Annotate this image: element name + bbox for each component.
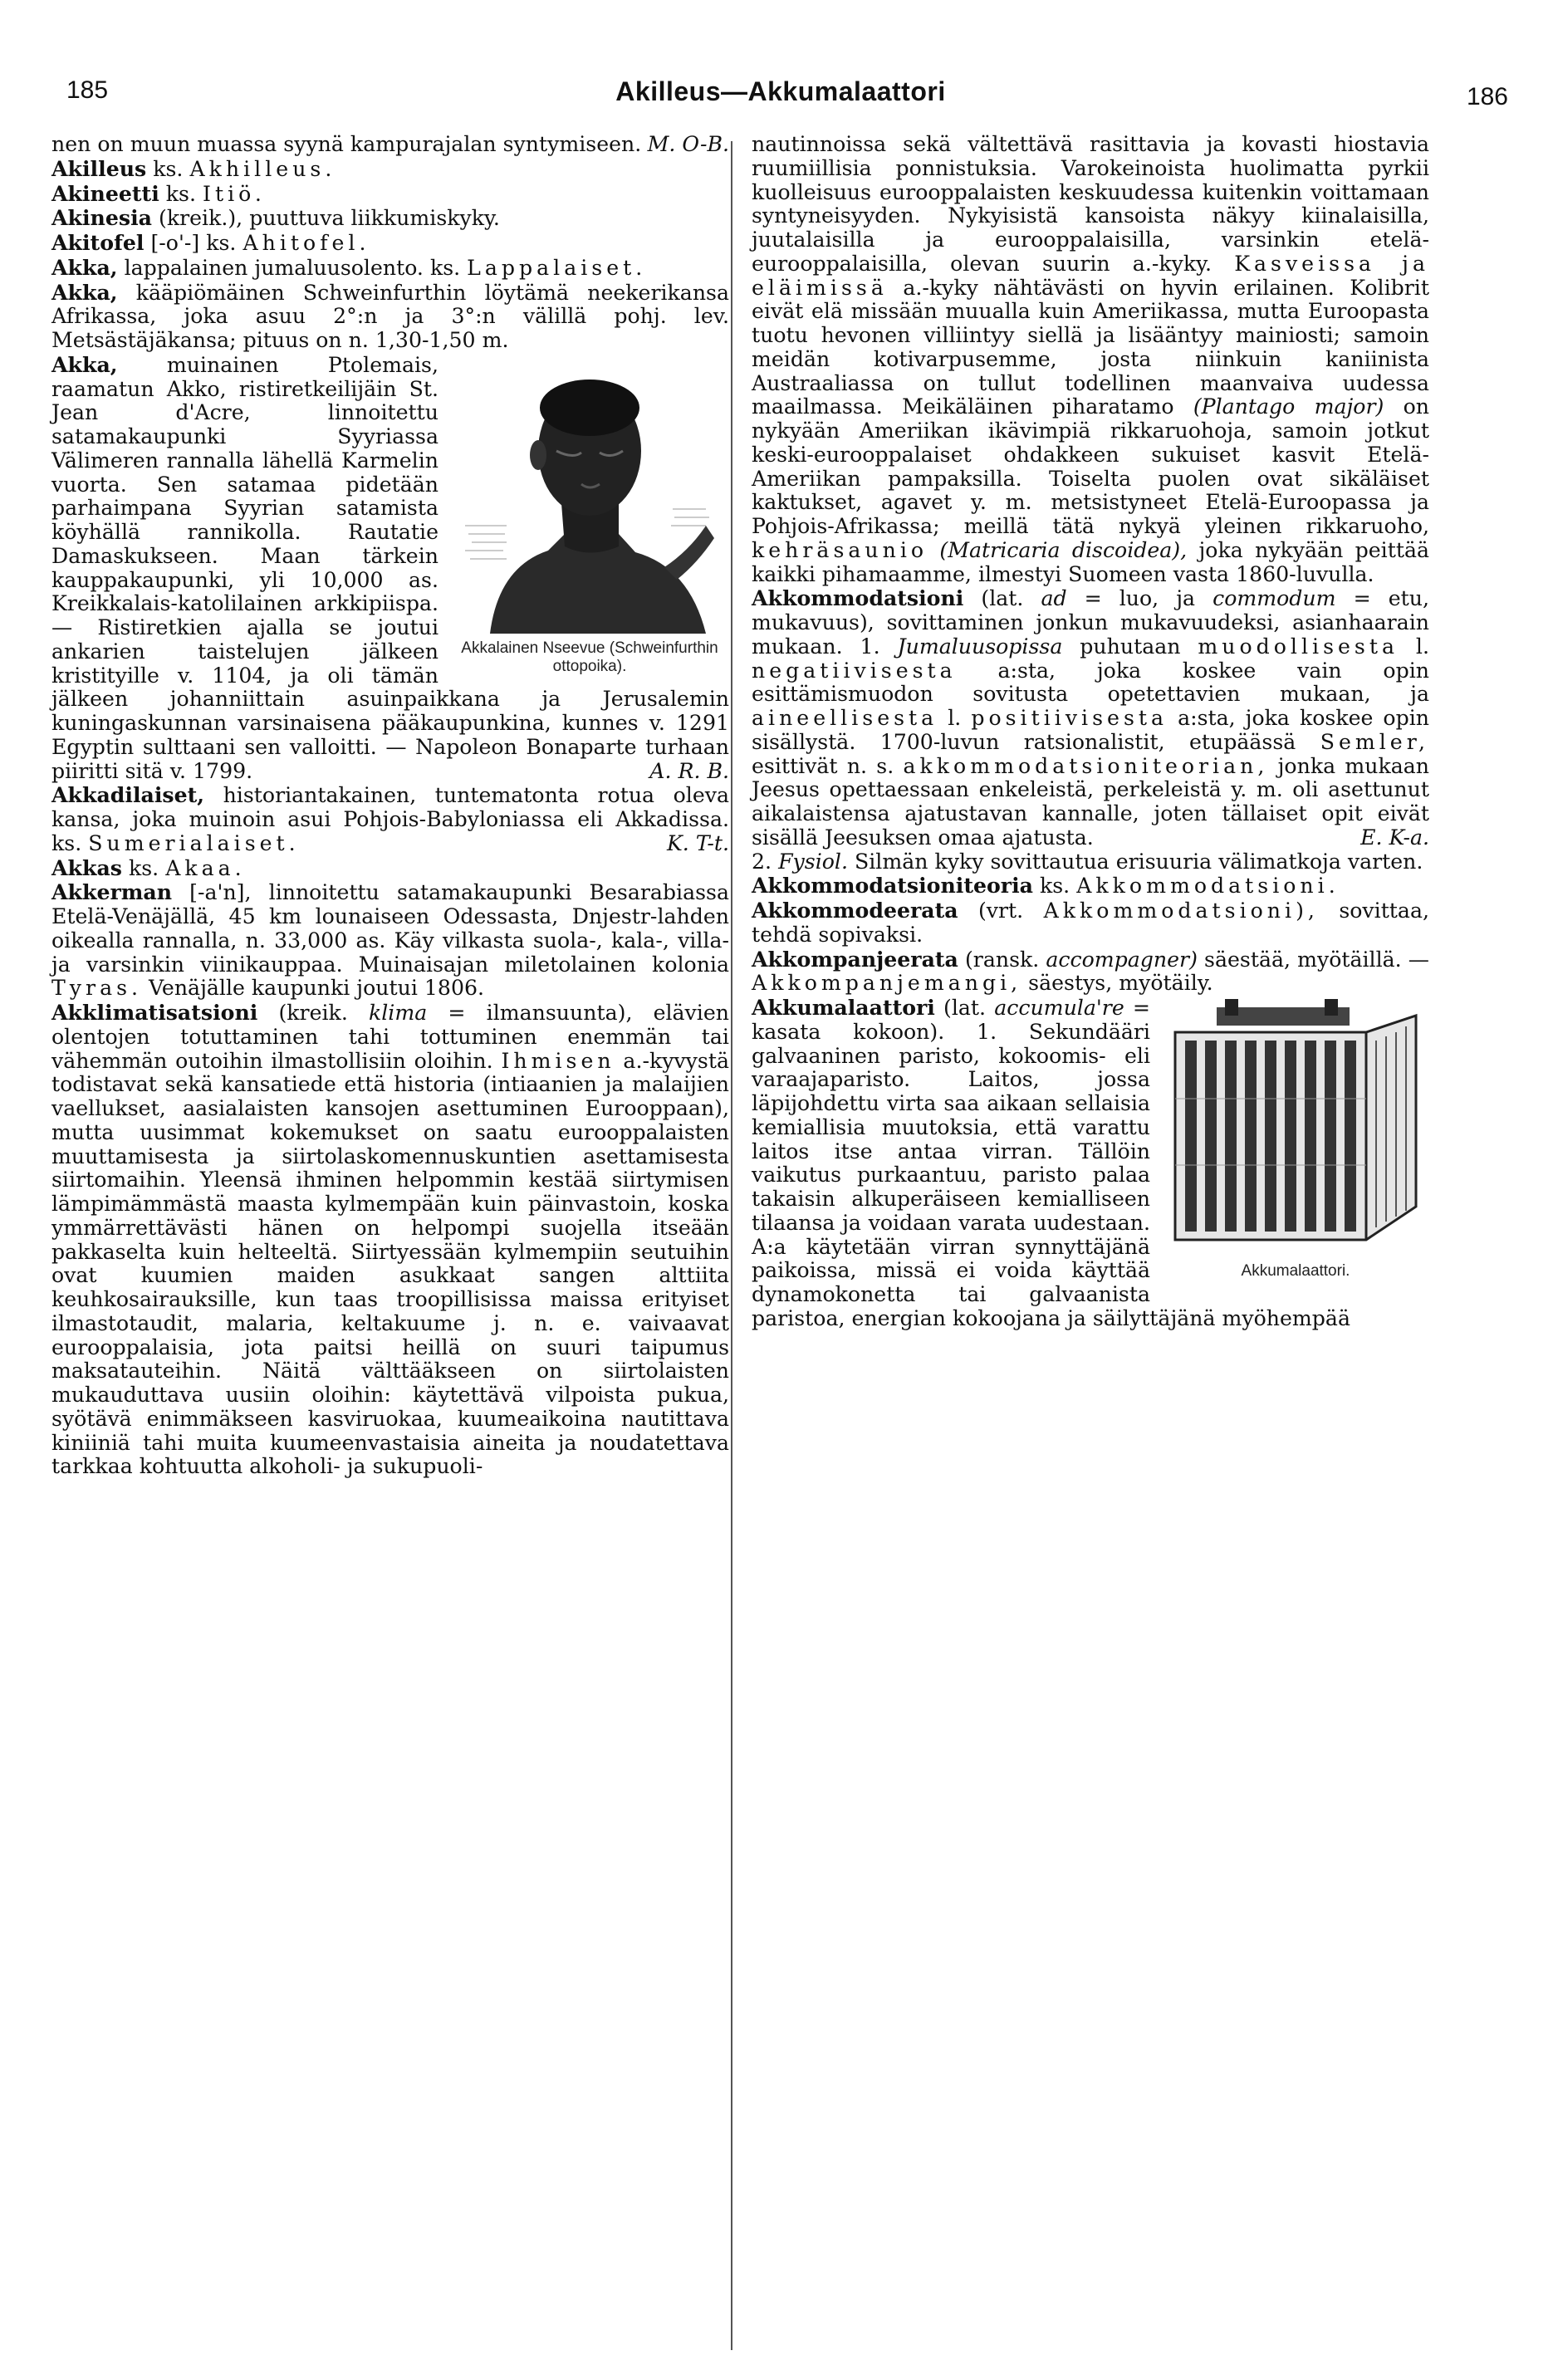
running-title: Akilleus—Akkumalaattori (615, 76, 946, 106)
accumulator-illustration (1167, 999, 1424, 1256)
page-number-right: 186 (1466, 83, 1508, 110)
portrait-illustration (457, 360, 723, 634)
entry-akklimatisatsioni: Akklimatisatsioni (kreik. klima = ilmansuunta), elävien olentojen totuttaminen tahi tottuminen enemmän tai vähemmän outoihin ilmastollisiin oloihin. Ihmisen a.-kyvystä todistavat sekä kansatiede että historia (intiaanien ja malaijien vaellukset, aasialaisten kansojen asettuminen Eurooppaan), mutta uusimmat kokemukset on saatu eurooppalaisten muuttamisesta ja siirtolaskomennuskuntien asettamisesta siirtomaihin. Yleensä ihminen helpommin kestää siirtymisen lämpimämmästä maasta kylmempään kuin päinvastoin, koska ymmärrettävästi hänen on helpompi suojella itseään pakkaselta kuin helteeltä. Siirtyessään kylmempiin seutuihin ovat kuumien maiden asukkaat sangen alttiita keuhkosairauksille, kun taas troopillisissa maissa erityiset ilmastotaudit, malaria, keltakuume j. n. e. vaivaavat eurooppalaisia, jota paitsi heillä on suuri taipumus maksatauteihin. Näitä välttääkseen on siirtolaisten mukauduttava uusiin oloihin: käytettävä vilpoista pukua, syötävä enimmäkseen kasviruokaa, kuumeaikoina nautittava kiniiniä tahi muita kuumeenvastaisia aineita ja noudatettava tarkkaa kohtuutta alkoholi- ja sukupuoli- (51, 1000, 729, 1479)
left-column (51, 133, 729, 1479)
entry-akka-2: Akka, kääpiömäinen Schweinfurthin löytämä neekerikansa Afrikassa, joka asuu 2°:n ja 3°:n välillä pohj. lev. Metsästäjäkansa; pituus on n. 1,30-1,50 m. (51, 279, 729, 352)
entry-akkadilaiset: Akkadilaiset, historiantakainen, tuntematonta rotua oleva kansa, joka muinoin asui Pohjois-Babyloniassa eli Akkadissa. ks. Sumerialaiset. K. T-t. (51, 782, 729, 855)
author-signature: E. K-a. (1360, 825, 1429, 850)
entry: nen on muun muassa syynä kampurajalan syntymiseen. M. O-B. (51, 132, 729, 156)
entry-akka-3: Akka, muinainen Ptolemais, raamatun Akko, ristiretkeilijäin St. Jean d'Acre, linnoitettu satamakaupunki Syyriassa Välimeren rannalla lähellä Karmelin vuorta. Sen satamaa pidetään parhaimpana Syyrian satamista köyhällä rannikolla. Rautatie Damaskukseen. Maan tärkein kauppakaupunki, yli 10,000 as. Kreikkalais-katolilainen arkkipiispa. — Ristiretkien ajalla se joutui ankarien taistelujen jälkeen kristityille v. 1104, ja oli tämän jälkeen johanniittain asuinpaikkana ja Jerusalemin kuningaskunnan varsinaisena pääkaupunkina, kunnes v. 1291 Egyptin sulttaani sen valloitti. — Napoleon Bonaparte turhaan piiritti sitä v. 1799. A. R. B. (51, 351, 729, 783)
entry-akkommodatsioniteoria: Akkommodatsioniteoria ks. Akkommodatsioni. (752, 873, 1340, 899)
entry-akkommodatsioni-2: 2. Fysiol. Silmän kyky sovittautua erisuuria välimatkoja varten. (752, 849, 1423, 874)
figure-accumulator (1162, 999, 1429, 1281)
page-number-left: 185 (66, 76, 109, 104)
figure-caption: Akkumalaattori. (1241, 1261, 1350, 1280)
author-signature: K. T-t. (666, 830, 729, 855)
page-header (50, 68, 1511, 118)
entry-akkas: Akkas ks. Akaa. (51, 855, 246, 880)
entry-akkompanjeerata: Akkompanjeerata (ransk. accompagner) säestää, myötäillä. — Akkompanjemangi, säestys, myötäily. (752, 946, 1429, 996)
entry-akkumalaattori: Akkumalaattori (lat. accumula're = kasata kokoon). 1. Sekundääri galvaaninen paristo, kokoomis- eli varaajaparisto. Laitos, jossa läpijohdettu virta saa aikaan sellaisia kemiallisia muutoksia, että varattu laitos itse antaa virran. Tällöin vaikutus purkaantuu, paristo palaa takaisin alkuperäiseen kemialliseen tilaansa ja voidaan varata uudestaan. A:a käytetään virran synnyttäjänä paikoissa, missä ei voida käyttää dynamokonetta tai galvaanista paristoa, energian kokoojana ja säilyttäjänä myöhempää (752, 995, 1350, 1330)
column-divider (731, 141, 732, 2350)
entry-akkommodeerata: Akkommodeerata (vrt. Akkommodatsioni), sovittaa, tehdä sopivaksi. (752, 898, 1429, 947)
entry-akineetti: Akineetti ks. Itiö. (51, 180, 266, 206)
entry-akitofel: Akitofel [-o'-] ks. Ahitofel. (51, 230, 370, 255)
figure-akka-portrait (450, 360, 729, 676)
entry-akilleus: Akilleus ks. Akhilleus. (51, 155, 336, 181)
author-signature: M. O-B. (647, 132, 729, 156)
figure-caption: Akkalainen Nseevue (Schweinfurthin ottopoika). (461, 639, 718, 675)
entry-akka-1: Akka, lappalainen jumaluusolento. ks. Lappalaiset. (51, 254, 647, 280)
entry-akkerman: Akkerman [-a'n], linnoitettu satamakaupunki Besarabiassa Etelä-Venäjällä, 45 km lounaiseen Odessasta, Dnjestr-lahden oikealla rannalla, n. 33,000 as. Käy vilkasta suola-, kala-, villa- ja varsinkin viinikauppaa. Muinaisajan miletolainen kolonia Tyras. Venäjälle kaupunki joutui 1806. (51, 879, 729, 1001)
right-column (752, 133, 1429, 1331)
author-signature: A. R. B. (649, 758, 729, 783)
entry-continuation: nautinnoissa sekä vältettävä rasittavia ja kovasti hiostavia ruumiillisia ponnistuksia. Varokeinoista huolimatta pyrkii kuolleisuus eurooppalaisten keskuudessa kuitenkin voittamaan syntyneisyyden. Nykyisistä kansoista näkyy kiinalaisilla, juutalaisilla ja eurooppalaisilla, varsinkin etelä-eurooppalaisilla, olevan suurin a.-kyky. Kasveissa ja eläimissä a.-kyky nähtävästi on hyvin erilainen. Kolibrit eivät elä missään muualla kuin Ameriikassa, mutta Euroopasta tuotu hevonen villiintyy siellä ja lisääntyy mainiosti; samoin meidän kotivarpusemme, josta niinkuin kaniinista Austraaliassa on tullut todellinen maanvaiva uudessa maailmassa. Meikäläinen piharatamo (Plantago major) on nykyään Ameriikan ikävimpiä rikkaruohoja, samoin jotkut keski-eurooppalaiset ohdakkeen sukuiset kasvit Etelä-Ameriikan pampaksilla. Toiselta puolen ovat sikäläiset kaktukset, agavet y. m. metsistyneet Etelä-Euroopassa ja Pohjois-Afrikassa; meillä tätä nykyä yleinen rikkaruoho, kehräsaunio (Matricaria discoidea), joka nykyään peittää kaikki pihamaamme, ilmestyi Suomeen vasta 1860-luvulla. (752, 132, 1430, 586)
entry-akinesia: Akinesia (kreik.), puuttuva liikkumiskyky. (51, 205, 500, 231)
entry-akkommodatsioni: Akkommodatsioni (lat. ad = luo, ja commodum = etu, mukavuus), sovittaminen jonkun mukavuudeksi, asianhaarain mukaan. 1. Jumaluusopissa puhutaan muodollisesta l. negatiivisesta a:sta, joka koskee vain opin esittämismuodon sovitusta opetettavien mukaan, ja aineellisesta l. positiivisesta a:sta, joka koskee opin sisällystä. 1700-luvun ratsionalistit, etupäässä Semler, esittivät n. s. akkommodatsioniteorian, jonka mukaan Jeesus opettaessaan enkeleistä, perkeleistä y. m. oli asettunut aikalaistensa ajatustavan kannalle, joten tällaiset opit eivät sisällä Jeesuksen omaa ajatusta. E. K-a. (752, 585, 1429, 850)
